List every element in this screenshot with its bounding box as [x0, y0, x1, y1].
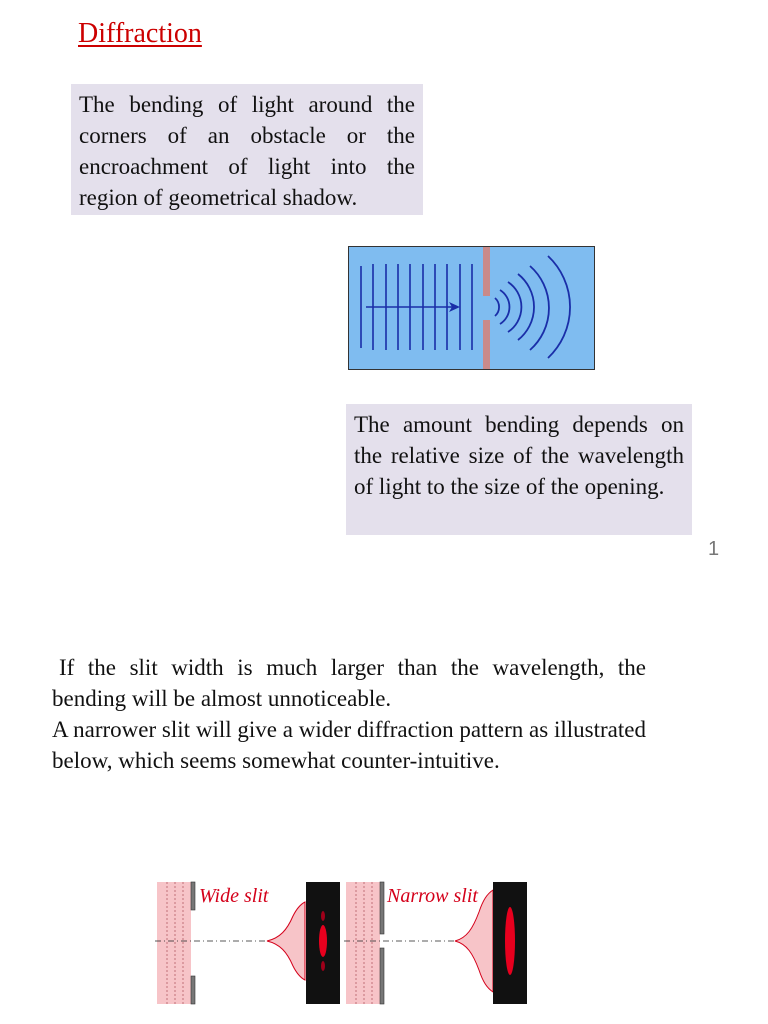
explanation-text: [52, 652, 646, 776]
wide-side-fringe-bottom: [321, 961, 325, 971]
wide-central-fringe: [319, 925, 327, 957]
wide-slit-label: Wide slit: [199, 885, 269, 907]
wide-slit-panel: [155, 882, 340, 1004]
wide-intensity-curve: [267, 902, 305, 980]
page-title: Diffraction: [78, 18, 202, 49]
narrow-slit-barrier-bottom: [380, 948, 384, 1004]
wide-incoming-beam: [157, 882, 191, 1004]
dependence-box: The amount bending depends on the relative size of the wavelength of light to the size of the opening.: [346, 404, 692, 535]
narrow-central-fringe: [505, 907, 515, 975]
definition-box: The bending of light around the corners of an obstacle or the encroachment of light into the region of geometrical shadow.: [71, 84, 423, 215]
barrier-top: [483, 247, 490, 296]
narrow-incoming-beam: [346, 882, 380, 1004]
diffraction-wave-diagram: [348, 246, 596, 371]
narrow-slit-barrier-top: [380, 882, 384, 934]
narrow-slit-panel: [344, 882, 527, 1004]
narrow-slit-label: Narrow slit: [387, 885, 478, 907]
wide-side-fringe-top: [321, 911, 325, 921]
wide-slit-barrier-top: [191, 882, 195, 910]
slit-comparison-figure: [155, 880, 527, 1006]
wide-slit-barrier-bottom: [191, 976, 195, 1004]
page-number: 1: [708, 538, 720, 560]
barrier-bottom: [483, 320, 490, 369]
paragraph-narrow-slit: A narrower slit will give a wider diffraction pattern as illustrated below, which seems somewhat counter-intuitive.: [52, 717, 646, 773]
paragraph-wide-slit: If the slit width is much larger than the wavelength, the bending will be almost unnoticeable.: [52, 655, 646, 711]
